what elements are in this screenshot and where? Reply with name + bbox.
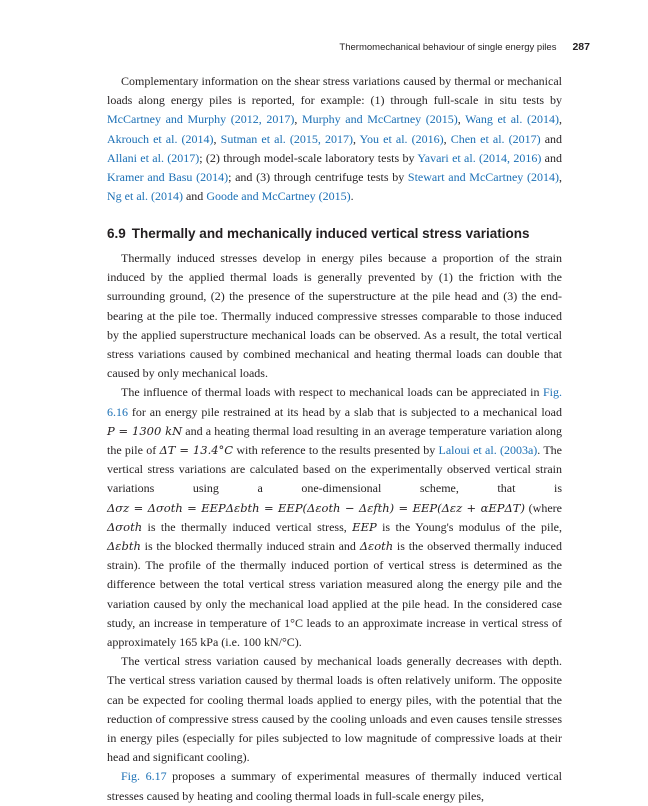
text: . <box>350 189 354 204</box>
text: , <box>352 131 360 146</box>
text: proposes a summary of experimental measures of thermally induced vertical stresses caused by heating and cooling thermal loads in full-scale energy piles, <box>107 769 563 803</box>
citation-link[interactable]: Akrouch et al. (2014) <box>107 131 214 146</box>
citation-link[interactable]: McCartney and Murphy (2012, 2017) <box>107 112 295 127</box>
text: and a heating thermal load resulting in an average temperature variation along the pile of <box>107 423 562 458</box>
text: is the blocked thermally induced strain and <box>140 539 360 554</box>
text: , <box>213 131 221 146</box>
paragraph-experimental-summary <box>107 767 562 805</box>
running-title: Thermomechanical behaviour of single energy piles <box>339 42 557 53</box>
text: for an energy pile restrained at its head by a slab that is subjected to a mechanical load <box>128 404 562 419</box>
text: with reference to the results presented by <box>233 443 439 458</box>
section-title: Thermally and mechanically induced vertical stress variations <box>131 226 530 241</box>
page-number: 287 <box>572 41 590 53</box>
citation-link[interactable]: Ng et al. (2014) <box>107 189 183 204</box>
paragraph-shear-stress-references <box>107 72 562 206</box>
paragraph-thermal-stress-origin: Thermally induced stresses develop in energy piles because a proportion of the strain induced by the applied thermal loads is generally prevented by (1) the friction with the surrounding ground, (2) the presence of the superstructure at the pile head and (3) the end-bearing at the pile toe. Thermally induced compressive stresses comparable to those induced by the applied superstructure mechanical loads can be observed. As a result, the total vertical stress variations caused by combined mechanical and heating thermal loads can double that caused by only mechanical loads. <box>107 251 562 381</box>
figure-link[interactable]: Fig. 6.17 <box>121 769 167 784</box>
text: , <box>559 112 562 127</box>
citation-link[interactable]: Laloui et al. (2003a) <box>438 443 538 458</box>
citation-link[interactable]: Goode and McCartney (2015) <box>206 189 351 204</box>
citation-link[interactable]: You et al. (2016) <box>359 131 444 146</box>
text: Complementary information on the shear stress variations caused by thermal or mechanical loads along energy piles is reported, for example: (1) through full-scale in situ tests by <box>107 74 562 108</box>
paragraph-stress-with-depth: The vertical stress variation caused by mechanical loads generally decreases with depth. The vertical stress variation caused by thermal loads is often relatively uniform. The opposite can be expected for cooling thermal loads applied to energy piles, with the potential that the reduction of compressive stress caused by the cooling unloads and even causes tensile stresses in energy piles (especially for piles subjected to low magnitude of compressive loads at their head and significant cooling). <box>107 654 562 765</box>
citation-link[interactable]: Allani et al. (2017) <box>107 150 200 165</box>
figure-link[interactable]: Fig. 6.16 <box>107 385 562 419</box>
running-header <box>339 41 590 53</box>
text: , <box>294 112 302 127</box>
symbol-observed-strain: Δεoth <box>359 539 394 554</box>
section-body <box>107 249 562 806</box>
text: , <box>558 170 562 185</box>
symbol-blocked-strain: Δεbth <box>107 539 141 554</box>
load-equation: P = 1300 kN <box>107 423 183 438</box>
citation-link[interactable]: Chen et al. (2017) <box>450 131 541 146</box>
citation-link[interactable]: Kramer and Basu (2014) <box>107 170 229 185</box>
section-number: 6.9 <box>107 226 126 241</box>
text: is the observed thermally induced strain). The profile of the thermally induced portion of vertical stress is determined as the difference between the total vertical stress variation measured along the energy pile and the variation caused by only the mechanical load applied at the pile head. In the considered case study, an increase in temperature of 1°C leads to an approximate increase in vertical stress of approximately 165 kPa (i.e. 100 kN/°C). <box>107 539 563 650</box>
text: ; (2) through model-scale laboratory tests by <box>199 150 418 165</box>
text: and <box>540 131 563 146</box>
symbol-thermal-stress: Δσoth <box>107 519 143 534</box>
text: , <box>457 112 466 127</box>
paragraph-thermal-vs-mechanical <box>107 383 562 652</box>
text: and <box>182 189 207 204</box>
text: and <box>541 150 562 165</box>
text: (where <box>524 500 562 515</box>
citation-link[interactable]: Yavari et al. (2014, 2016) <box>417 150 542 165</box>
citation-link[interactable]: Stewart and McCartney (2014) <box>407 170 559 185</box>
stress-equation: Δσz = Δσoth = EEPΔεbth = EEP(Δεoth − Δεfth) = EEP(Δεz + αEPΔT) <box>107 500 525 515</box>
text: , <box>443 131 451 146</box>
text: . The vertical stress variations are calculated based on the experimentally observed vertical strain variations using a one-dimensional scheme, that is <box>107 443 563 496</box>
text: The influence of thermal loads with respect to mechanical loads can be appreciated in <box>121 385 543 400</box>
text: is the Young's modulus of the pile, <box>376 519 562 534</box>
symbol-youngs-modulus: EEP <box>352 519 377 534</box>
citation-link[interactable]: Wang et al. (2014) <box>465 112 559 127</box>
citation-link[interactable]: Sutman et al. (2015, 2017) <box>220 131 353 146</box>
temperature-equation: ΔT = 13.4°C <box>159 443 234 458</box>
section-heading <box>107 226 529 241</box>
text: is the thermally induced vertical stress, <box>142 519 353 534</box>
citation-link[interactable]: Murphy and McCartney (2015) <box>302 112 458 127</box>
text: ; and (3) through centrifuge tests by <box>228 170 408 185</box>
